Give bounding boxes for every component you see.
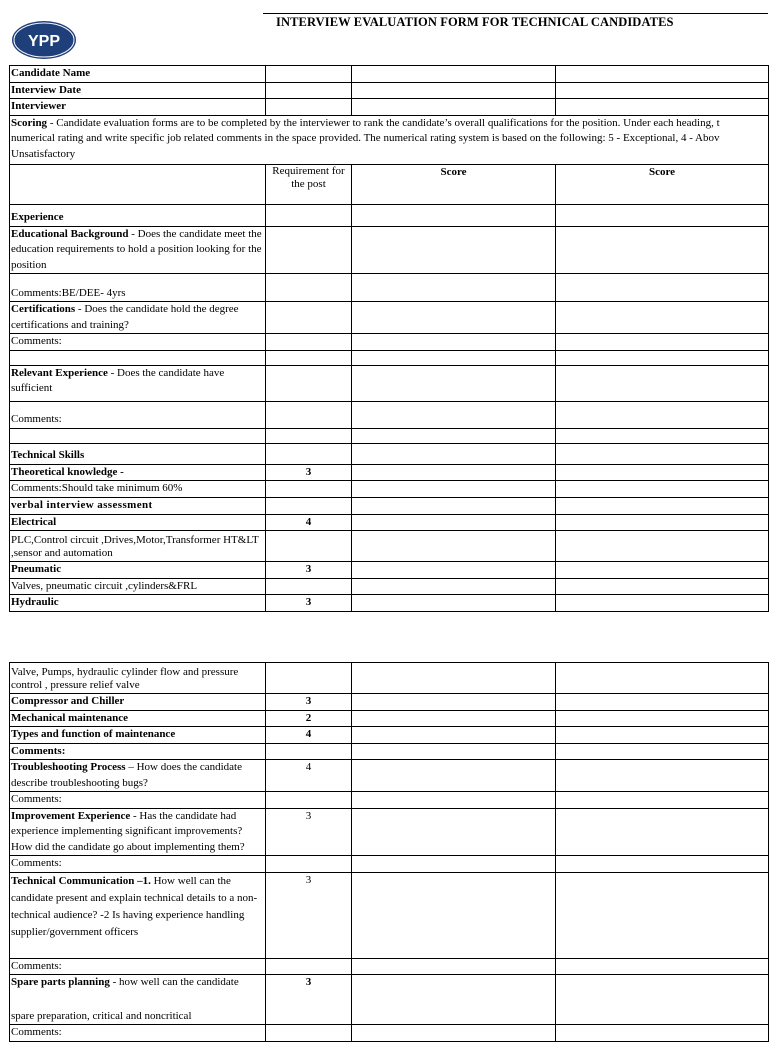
- info-value[interactable]: [266, 66, 352, 83]
- scoring-row: [10, 115, 769, 164]
- mechanical-label: Mechanical maintenance: [10, 710, 266, 727]
- info-value[interactable]: [556, 99, 769, 116]
- score-cell[interactable]: [352, 464, 556, 481]
- certifications-criteria: [10, 302, 266, 334]
- company-logo: [11, 20, 77, 60]
- spare-parts-comment: Comments:: [10, 1025, 266, 1042]
- criteria-row: [10, 302, 769, 334]
- score-cell[interactable]: [556, 872, 769, 958]
- score-cell[interactable]: [352, 872, 556, 958]
- requirement-header: Requirement for the post: [266, 164, 352, 204]
- info-label: Candidate Name: [10, 66, 266, 83]
- pneumatic-description: Valves, pneumatic circuit ,cylinders&FRL: [10, 578, 266, 595]
- tech-communication-text: How well can the candidate present and explain technical details to a non-technical audience? -2 Is having experience handling supplier/government officers: [11, 874, 258, 938]
- evaluation-table-bottom: [9, 662, 769, 1042]
- scoring-line-3: Unsatisfactory: [11, 147, 76, 160]
- comments-label: Comments:: [10, 743, 266, 760]
- criteria-row: [10, 365, 769, 401]
- comment-row: [10, 401, 769, 428]
- spacer-row: [10, 350, 769, 365]
- pneumatic-requirement[interactable]: 3: [266, 562, 352, 579]
- spare-parts-criteria: [10, 975, 266, 1025]
- score-cell[interactable]: [556, 710, 769, 727]
- section-verbal: verbal interview assessment: [10, 497, 266, 514]
- criteria-row: [10, 710, 769, 727]
- comment-row: [10, 481, 769, 498]
- comment-row: [10, 334, 769, 351]
- score-cell[interactable]: [556, 226, 769, 274]
- info-value[interactable]: [352, 66, 556, 83]
- relevant-experience-label: Relevant Experience: [11, 366, 108, 379]
- description-row: [10, 578, 769, 595]
- info-value[interactable]: [556, 66, 769, 83]
- score-cell[interactable]: [556, 975, 769, 1025]
- score-cell[interactable]: [352, 760, 556, 792]
- info-value[interactable]: [352, 99, 556, 116]
- criteria-row: [10, 514, 769, 531]
- relevant-experience-comment: Comments:: [10, 401, 266, 428]
- types-requirement[interactable]: 4: [266, 727, 352, 744]
- info-value[interactable]: [352, 82, 556, 99]
- criteria-row: [10, 694, 769, 711]
- score-cell[interactable]: [352, 694, 556, 711]
- comment-row: [10, 856, 769, 873]
- info-row: [10, 82, 769, 99]
- score-cell[interactable]: [352, 226, 556, 274]
- spare-parts-requirement[interactable]: 3: [266, 975, 352, 1025]
- score-cell[interactable]: [556, 365, 769, 401]
- score-cell[interactable]: [556, 514, 769, 531]
- info-value[interactable]: [266, 99, 352, 116]
- troubleshooting-criteria: [10, 760, 266, 792]
- spare-parts-label: Spare parts planning: [11, 976, 110, 988]
- info-row: [10, 99, 769, 116]
- scoring-line-2: numerical rating and write specific job related comments in the space provided. The numerical rating system is based on the following: 5 - Exceptional, 4 - Abov: [11, 132, 720, 144]
- score-cell[interactable]: [556, 760, 769, 792]
- description-row: [10, 663, 769, 694]
- comment-row: [10, 1025, 769, 1042]
- types-label: Types and function of maintenance: [10, 727, 266, 744]
- score-cell[interactable]: [556, 595, 769, 612]
- title-rule: [263, 13, 768, 14]
- score-header-1: Score: [352, 164, 556, 204]
- relevant-experience-criteria: [10, 365, 266, 401]
- score-cell[interactable]: [352, 710, 556, 727]
- tech-communication-criteria: [10, 872, 266, 958]
- svg-text:YPP: YPP: [27, 33, 61, 50]
- info-value[interactable]: [556, 82, 769, 99]
- pneumatic-label: Pneumatic: [10, 562, 266, 579]
- score-cell[interactable]: [352, 975, 556, 1025]
- education-text: - Does the candidate meet the education requirements to hold a position looking for the position: [11, 227, 262, 271]
- comment-row: [10, 743, 769, 760]
- section-technical-skills: Technical Skills: [10, 443, 266, 464]
- info-label: Interviewer: [10, 99, 266, 116]
- theoretical-comment: Comments:Should take minimum 60%: [10, 481, 266, 498]
- form-title: INTERVIEW EVALUATION FORM FOR TECHNICAL CANDIDATES: [276, 15, 674, 29]
- certifications-text: - Does the candidate hold the degree certifications and training?: [11, 303, 239, 331]
- scoring-instructions: [10, 115, 769, 164]
- troubleshooting-label: Troubleshooting Process: [11, 761, 126, 773]
- score-cell[interactable]: [352, 365, 556, 401]
- theoretical-label: Theoretical knowledge -: [10, 464, 266, 481]
- troubleshooting-comment: Comments:: [10, 792, 266, 809]
- column-header-row: [10, 164, 769, 204]
- mechanical-requirement[interactable]: 2: [266, 710, 352, 727]
- compressor-requirement[interactable]: 3: [266, 694, 352, 711]
- electrical-requirement[interactable]: 4: [266, 514, 352, 531]
- improvement-label: Improvement Experience: [11, 809, 131, 822]
- improvement-comment: Comments:: [10, 856, 266, 873]
- score-cell[interactable]: [556, 808, 769, 856]
- scoring-line-1: - Candidate evaluation forms are to be completed by the interviewer to rank the candidate’s overall qualifications for the position. Under each heading, t: [47, 116, 720, 129]
- section-row: [10, 497, 769, 514]
- criteria-row: [10, 226, 769, 274]
- education-criteria: [10, 226, 266, 274]
- spare-parts-text: - how well can the candidate: [109, 976, 239, 988]
- scoring-label: Scoring: [11, 116, 48, 129]
- criteria-row: [10, 464, 769, 481]
- tech-communication-label: Technical Communication –1.: [11, 874, 151, 887]
- score-cell[interactable]: [556, 464, 769, 481]
- criteria-row: [10, 975, 769, 1025]
- criteria-row: [10, 872, 769, 958]
- info-value[interactable]: [266, 82, 352, 99]
- spare-parts-text-2: spare preparation, critical and noncritical: [11, 1009, 192, 1022]
- tech-communication-requirement[interactable]: 3: [266, 872, 352, 958]
- hydraulic-requirement[interactable]: 3: [266, 595, 352, 612]
- requirement-cell[interactable]: [266, 302, 352, 334]
- score-cell[interactable]: [352, 595, 556, 612]
- section-row: [10, 204, 769, 226]
- requirement-cell[interactable]: [266, 226, 352, 274]
- relevant-experience-text: - Does the candidate have sufficient: [11, 366, 225, 394]
- criteria-row: [10, 727, 769, 744]
- requirement-cell[interactable]: [266, 365, 352, 401]
- hydraulic-label: Hydraulic: [10, 595, 266, 612]
- improvement-text: - Has the candidate had experience implementing significant improvements? How did the candidate go about implementing them?: [11, 809, 245, 853]
- description-row: [10, 531, 769, 562]
- criteria-row: [10, 562, 769, 579]
- score-cell[interactable]: [352, 562, 556, 579]
- info-row: [10, 66, 769, 83]
- theoretical-requirement[interactable]: 3: [266, 464, 352, 481]
- score-cell[interactable]: [556, 562, 769, 579]
- compressor-label: Compressor and Chiller: [10, 694, 266, 711]
- info-label: Interview Date: [10, 82, 266, 99]
- comment-row: [10, 958, 769, 975]
- electrical-description: PLC,Control circuit ,Drives,Motor,Transformer HT&LT ,sensor and automation: [10, 531, 266, 562]
- comment-row: [10, 792, 769, 809]
- score-cell[interactable]: [556, 302, 769, 334]
- criteria-row: [10, 760, 769, 792]
- score-cell[interactable]: [352, 727, 556, 744]
- spacer-row: [10, 428, 769, 443]
- education-comment: Comments:BE/DEE- 4yrs: [10, 274, 266, 302]
- score-cell[interactable]: [352, 302, 556, 334]
- section-experience: Experience: [10, 204, 266, 226]
- tech-communication-comment: Comments:: [10, 958, 266, 975]
- criteria-row: [10, 808, 769, 856]
- header-blank: [10, 164, 266, 204]
- comment-row: [10, 274, 769, 302]
- improvement-criteria: [10, 808, 266, 856]
- hydraulic-description: Valve, Pumps, hydraulic cylinder flow and pressure control , pressure relief valve: [10, 663, 266, 694]
- criteria-row: [10, 595, 769, 612]
- section-row: [10, 443, 769, 464]
- improvement-requirement[interactable]: 3: [266, 808, 352, 856]
- score-cell[interactable]: [352, 808, 556, 856]
- troubleshooting-text: – How does the candidate describe troubleshooting bugs?: [11, 761, 242, 789]
- electrical-label: Electrical: [10, 514, 266, 531]
- score-cell[interactable]: [556, 694, 769, 711]
- score-header-2: Score: [556, 164, 769, 204]
- evaluation-table-top: [9, 65, 769, 612]
- score-cell[interactable]: [556, 727, 769, 744]
- troubleshooting-requirement[interactable]: 4: [266, 760, 352, 792]
- score-cell[interactable]: [352, 514, 556, 531]
- education-label: Educational Background: [11, 227, 129, 240]
- certifications-comment: Comments:: [10, 334, 266, 351]
- certifications-label: Certifications: [11, 303, 76, 315]
